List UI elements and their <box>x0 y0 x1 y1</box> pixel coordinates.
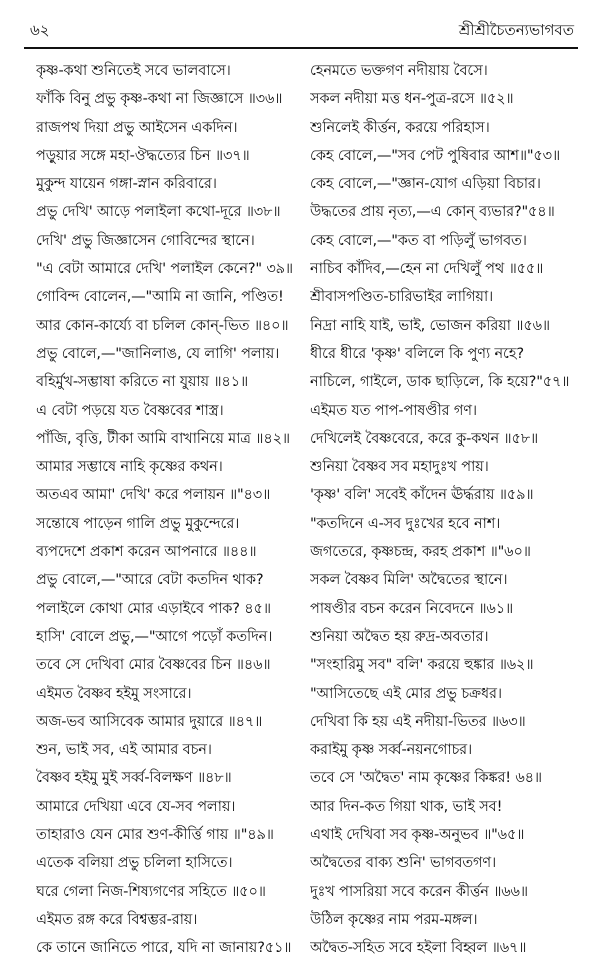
verse-line: প্রভু বোলে,—"আরে বেটা কতদিন থাক? <box>36 571 264 589</box>
verse-line: সন্তোষে পাড়েন গালি প্রভু মুকুন্দেরে। <box>36 514 240 532</box>
verse-line: প্রভু দেখি' আড়ে পলাইলা কথো-দূরে ॥৩৮॥ <box>36 203 281 221</box>
verse-line: কেহ বোলে,—"জ্ঞান-যোগ এড়িয়া বিচার। <box>310 175 541 193</box>
verse-line: এথাই দেখিবা সব কৃষ্ণ-অনুভব ॥"৬৫॥ <box>310 826 525 844</box>
verse-line: "সংহারিমু সব" বলি' করয়ে হুঙ্কার ॥৬২॥ <box>310 656 534 674</box>
verse-line: দুঃখ পাসরিয়া সবে করেন কীর্ত্তন ॥৬৬॥ <box>310 882 528 900</box>
page-header <box>30 20 574 44</box>
verse-line: কেহ বোলে,—"কত বা পড়িলুঁ ভাগবত। <box>310 231 527 249</box>
verse-line: ফাঁকি বিনু প্রভু কৃষ্ণ-কথা না জিজ্ঞাসে ॥৩৬॥ <box>36 90 283 108</box>
verse-line: নাচিলে, গাইলে, ডাক ছাড়িলে, কি হয়ে?"৫৭॥ <box>310 373 570 391</box>
verse-line: বহির্মুখ-সম্ভাষা করিতে না যুয়ায় ॥৪১॥ <box>36 373 249 391</box>
verse-line: পলাইলে কোথা মোর এড়াইবে পাক? ৪৫॥ <box>36 599 271 617</box>
verse-line: মুকুন্দ যায়েন গঙ্গা-স্নান করিবারে। <box>36 175 217 193</box>
verse-line: রাজপথ দিয়া প্রভু আইসেন একদিন। <box>36 118 238 136</box>
verse-line: হাসি' বোলে প্রভু,—"আগে পড়োঁ কতদিন। <box>36 627 273 645</box>
verse-line: শুন, ভাই সব, এই আমার বচন। <box>36 741 212 759</box>
verse-line: "কতদিনে এ-সব দুঃখের হবে নাশ। <box>310 514 501 532</box>
verse-line: সকল বৈষ্ণব মিলি' অদ্বৈতের স্থানে। <box>310 571 508 589</box>
verse-line: আমার সম্ভাষে নাহি কৃষ্ণের কথন। <box>36 458 223 476</box>
verse-line: "এ বেটা আমারে দেখি' পলাইল কেনে?" ৩৯॥ <box>36 260 293 278</box>
verse-line: নাচিব কাঁদিব,—হেন না দেখিলুঁ পথ ॥৫৫॥ <box>310 260 544 278</box>
running-title: শ্রীশ্রীচৈতন্যভাগবত <box>458 21 574 39</box>
verse-line: এইমত যত পাপ-পাষণ্ডীর গণ। <box>310 401 477 419</box>
verse-line: বৈষ্ণব হইমু মুই সর্ব্ব-বিলক্ষণ ॥৪৮॥ <box>36 769 232 787</box>
verse-line: তবে সে 'অদ্বৈত' নাম কৃষ্ণের কিঙ্কর! ৬৪॥ <box>310 769 542 787</box>
verse-line: শুনিয়া বৈষ্ণব সব মহাদুঃখ পায়। <box>310 458 489 476</box>
verse-line: উদ্ধতের প্রায় নৃত্য,—এ কোন্ ব্যভার?"৫৪॥ <box>310 203 555 221</box>
verse-line: এতেক বলিয়া প্রভু চলিলা হাসিতে। <box>36 854 233 872</box>
verse-line: দেখিবা কি হয় এই নদীয়া-ভিতর ॥৬৩॥ <box>310 712 526 730</box>
page-number: ৬২ <box>30 21 50 39</box>
verse-line: পাঁজি, বৃত্তি, টীকা আমি বাখানিয়ে মাত্র ॥৪২॥ <box>36 429 290 447</box>
verse-line: শুনিয়া অদ্বৈত হয় রুদ্র-অবতার। <box>310 627 489 645</box>
verse-line: ব্যপদেশে প্রকাশ করেন আপনারে ॥৪৪॥ <box>36 543 257 561</box>
verse-line: অদ্বৈত-সহিত সবে হইলা বিহ্বল ॥৬৭॥ <box>310 939 527 957</box>
verse-line: প্রভু বোলে,—"জানিলাঙ, যে লাগি' পলায়। <box>36 344 280 362</box>
verse-line: ধীরে ধীরে 'কৃষ্ণ' বলিলে কি পুণ্য নহে? <box>310 344 524 362</box>
verse-line: দেখিলেই বৈষ্ণবেরে, করে কু-কথন ॥৫৮॥ <box>310 429 539 447</box>
verse-line: অজ-ভব আসিবেক আমার দুয়ারে ॥৪৭॥ <box>36 712 263 730</box>
verse-line: পাষণ্ডীর বচন করেন নিবেদনে ॥৬১॥ <box>310 599 514 617</box>
verse-line: "আসিতেছে এই মোর প্রভু চক্রধর। <box>310 684 502 702</box>
verse-line: কৃষ্ণ-কথা শুনিতেই সবে ভালবাসে। <box>36 62 231 79</box>
verse-line: এ বেটা পড়য়ে যত বৈষ্ণবের শাস্ত্র। <box>36 401 224 419</box>
verse-line: শ্রীবাসপণ্ডিত-চারিভাইর লাগিয়া। <box>310 288 494 306</box>
left-column <box>36 57 310 963</box>
verse-line: দেখি' প্রভু জিজ্ঞাসেন গোবিন্দের স্থানে। <box>36 231 255 249</box>
header-rule <box>24 47 578 49</box>
verse-line: হেনমতে ভক্তগণ নদীয়ায় বৈসে। <box>310 62 488 79</box>
verse-line: জগতেরে, কৃষ্ণচন্দ্র, করহ প্রকাশ ॥"৬০॥ <box>310 543 531 561</box>
verse-line: 'কৃষ্ণ' বলি' সবেই কাঁদেন ঊর্দ্ধরায় ॥৫৯॥ <box>310 486 534 504</box>
verse-line: এইমত রঙ্গ করে বিশ্বম্ভর-রায়। <box>36 910 198 928</box>
verse-line: তাহারাও যেন মোর শুণ-কীর্ত্তি গায় ॥"৪৯॥ <box>36 826 274 844</box>
verse-line: শুনিলেই কীর্ত্তন, করয়ে পরিহাস। <box>310 118 490 136</box>
verse-line: কে তানে জানিতে পারে, যদি না জানায়?৫১॥ <box>36 939 292 957</box>
verse-line: আর কোন-কার্য্যে বা চলিল কোন্-ভিত ॥৪০॥ <box>36 316 289 334</box>
verse-line: করাইমু কৃষ্ণ সর্ব্ব-নয়নগোচর। <box>310 741 473 759</box>
verse-line: সকল নদীয়া মত্ত ধন-পুত্র-রসে ॥৫২॥ <box>310 90 514 108</box>
verse-line: উঠিল কৃষ্ণের নাম পরম-মঙ্গল। <box>310 910 478 928</box>
verse-line: ঘরে গেলা নিজ-শিষ্যগণের সহিতে ॥৫০॥ <box>36 882 266 900</box>
verse-line: কেহ বোলে,—"সব পেট পুষিবার আশ॥"৫৩॥ <box>310 146 561 164</box>
verse-line: নিদ্রা নাহি যাই, ভাই, ভোজন করিয়া ॥৫৬॥ <box>310 316 550 334</box>
verse-line: এইমত বৈষ্ণব হইমু সংসারে। <box>36 684 192 702</box>
verse-line: আর দিন-কত গিয়া থাক, ভাই সব! <box>310 797 503 815</box>
verse-line: গোবিন্দ বোলেন,—"আমি না জানি, পণ্ডিত! <box>36 288 284 306</box>
verse-line: পড়ুয়ার সঙ্গে মহা-ঔদ্ধত্যের চিন ॥৩৭॥ <box>36 146 250 164</box>
right-column <box>310 57 592 963</box>
verse-line: অতএব আমা' দেখি' করে পলায়ন ॥"৪৩॥ <box>36 486 271 504</box>
verse-line: অদ্বৈতের বাক্য শুনি' ভাগবতগণ। <box>310 854 497 872</box>
verse-line: তবে সে দেখিবা মোর বৈষ্ণবের চিন ॥৪৬॥ <box>36 656 271 674</box>
verse-line: আমারে দেখিয়া এবে যে-সব পলায়। <box>36 797 236 815</box>
